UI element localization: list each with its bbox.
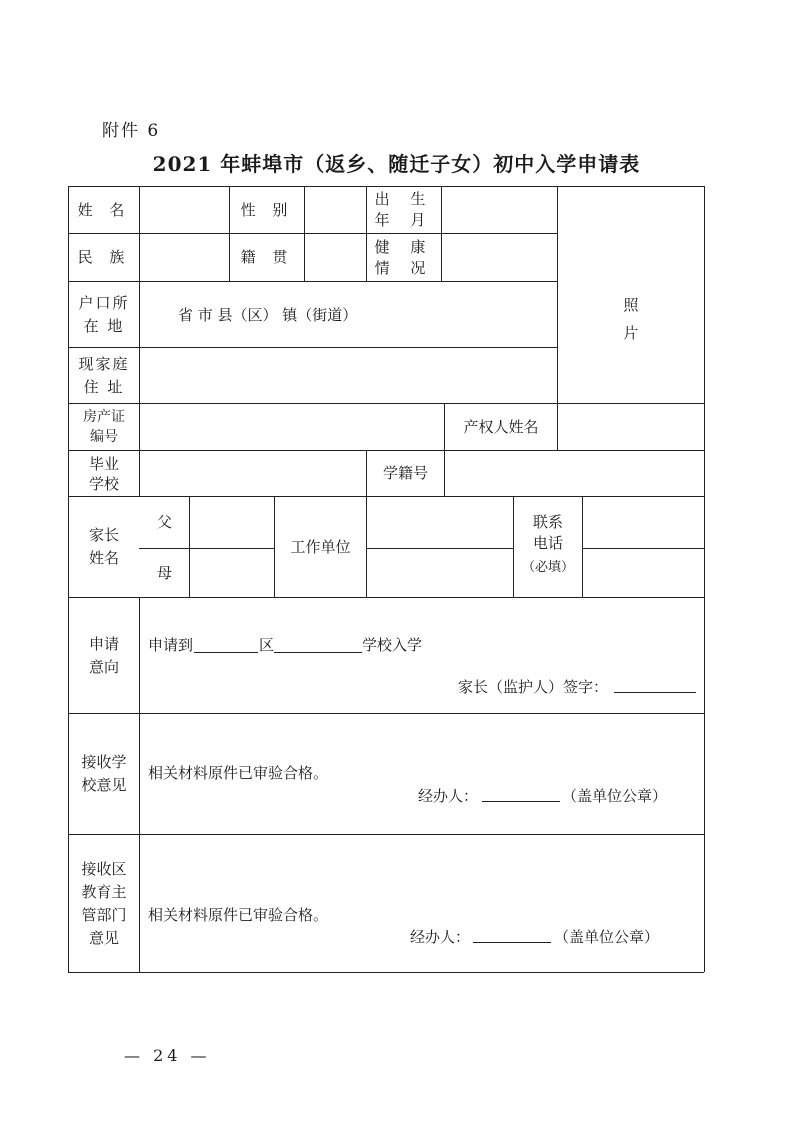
- school-blank[interactable]: [274, 652, 362, 653]
- dept-handler-blank[interactable]: [473, 942, 551, 943]
- mother-phone-field[interactable]: [583, 549, 704, 597]
- dept-handler-label: 经办人：: [410, 928, 471, 946]
- graduation-school-label: 毕业 学校: [88, 454, 119, 493]
- mother-label: 母: [156, 563, 172, 582]
- father-name-field[interactable]: [190, 497, 274, 548]
- dept-opinion-text: 相关材料原件已审验合格。: [148, 906, 329, 924]
- property-cert-field[interactable]: [140, 404, 444, 450]
- owner-name-label: 产权人姓名: [463, 417, 539, 436]
- phone-required-note: （必填）: [521, 559, 574, 575]
- mother-name-field[interactable]: [190, 549, 274, 597]
- father-label: 父: [156, 513, 172, 531]
- dept-opinion-label: 接收区 教育主 管部门 意见: [81, 859, 127, 947]
- ethnicity-field[interactable]: [140, 234, 229, 281]
- birth-date-label: 出 生 年 月: [374, 190, 434, 229]
- guardian-signature-label: 家长（监护人）签字：: [458, 678, 609, 696]
- father-phone-field[interactable]: [583, 497, 704, 548]
- page-number: — 24 —: [124, 1046, 211, 1065]
- ethnicity-label: 民 族: [77, 248, 131, 266]
- grid-line: [68, 972, 704, 973]
- grid-line: [139, 597, 140, 972]
- form-title: 2021 年蚌埠市（返乡、随迁子女）初中入学申请表: [152, 152, 641, 176]
- student-id-label: 学籍号: [382, 464, 428, 482]
- health-field[interactable]: [442, 234, 557, 281]
- phone-label: 联系 电话: [532, 513, 563, 552]
- graduation-school-field[interactable]: [140, 451, 366, 496]
- school-opinion-text: 相关材料原件已审验合格。: [148, 764, 329, 782]
- apply-suffix: 学校入学: [362, 636, 423, 654]
- hukou-address-field[interactable]: 省 市 县（区） 镇（街道）: [178, 306, 358, 324]
- grid-line: [68, 713, 704, 714]
- gender-field[interactable]: [305, 187, 366, 233]
- photo-area: 照 片: [623, 295, 639, 342]
- apply-district-label: 区: [259, 636, 275, 654]
- current-address-label: 现家庭 住 址: [78, 354, 130, 396]
- hukou-label: 户口所 在 地: [78, 293, 130, 335]
- grid-line: [68, 597, 704, 598]
- owner-name-field[interactable]: [558, 404, 704, 450]
- grid-line: [68, 281, 557, 282]
- mother-workplace-field[interactable]: [367, 549, 513, 597]
- native-place-field[interactable]: [305, 234, 366, 281]
- district-blank[interactable]: [194, 652, 258, 653]
- current-address-field[interactable]: [140, 348, 557, 403]
- name-field[interactable]: [140, 187, 229, 233]
- attachment-label: 附件 6: [102, 121, 161, 141]
- dept-seal-note: （盖单位公章）: [554, 928, 660, 946]
- parent-name-label: 家长 姓名: [88, 526, 119, 567]
- name-label: 姓 名: [77, 200, 131, 219]
- grid-line: [68, 834, 704, 835]
- intention-label: 申请 意向: [88, 634, 119, 676]
- guardian-signature-blank[interactable]: [614, 692, 696, 693]
- father-workplace-field[interactable]: [367, 497, 513, 548]
- school-opinion-label: 接收学 校意见: [81, 753, 127, 794]
- workplace-label: 工作单位: [290, 537, 351, 556]
- student-id-field[interactable]: [445, 451, 704, 496]
- school-handler-blank[interactable]: [482, 801, 560, 802]
- school-handler-label: 经办人：: [418, 787, 479, 805]
- grid-line: [704, 186, 705, 972]
- native-place-label: 籍 贯: [240, 248, 294, 266]
- school-seal-note: （盖单位公章）: [562, 787, 668, 805]
- gender-label: 性 别: [240, 200, 294, 219]
- property-cert-label: 房产证 编号: [83, 409, 125, 445]
- birth-date-field[interactable]: [442, 187, 557, 233]
- health-label: 健 康 情 况: [374, 237, 434, 277]
- apply-prefix: 申请到: [148, 636, 194, 654]
